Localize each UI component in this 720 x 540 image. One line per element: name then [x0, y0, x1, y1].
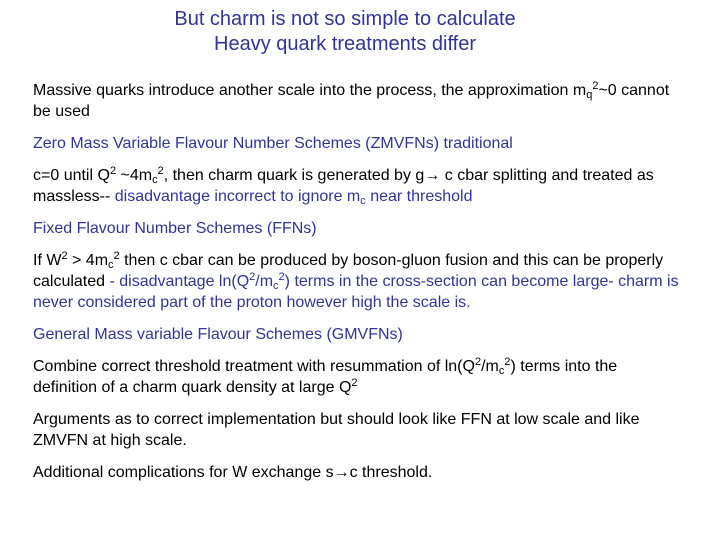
zmvfn-sup-1: 2: [109, 165, 117, 177]
ffn-sup-3: 2: [249, 271, 256, 283]
zmvfn-disadvantage-end: near threshold: [365, 188, 473, 205]
gmvfn-text-d: ) terms into the definition of a charm quark density at large Q: [33, 358, 618, 396]
zmvfn-sub-c2: c: [360, 195, 366, 207]
gmvfn-text-a: Combine correct threshold treatment with resummation of ln(Q: [33, 358, 475, 375]
intro-paragraph: [33, 80, 683, 122]
title-line-1: But charm is not so simple to calculate: [174, 8, 516, 30]
gmvfn-sub-c: c: [498, 365, 505, 377]
ffn-sup-1: 2: [61, 250, 68, 262]
complications-paragraph: Additional complications for W exchange s→c threshold.: [33, 464, 433, 481]
zmvfn-disadvantage: disadvantage incorrect to ignore m: [114, 188, 361, 205]
ffn-sub-c2: c: [273, 280, 279, 292]
arguments-paragraph: Arguments as to correct implementation but should look like FFN at low scale and like ZMVFN at high scale.: [33, 411, 640, 449]
zmvfn-text-a: c=0 until Q: [33, 167, 110, 184]
zmvfn-text-b: ~4m: [116, 167, 153, 184]
title-line-2: Heavy quark treatments differ: [214, 33, 476, 55]
gmvfn-paragraph: [33, 356, 683, 398]
intro-sub-q: q: [586, 89, 593, 101]
gmvfn-sup-3: 2: [351, 377, 358, 389]
intro-m: m: [572, 82, 587, 99]
gmvfn-heading: General Mass variable Flavour Schemes (GMVFNs): [33, 326, 403, 343]
ffn-text-b: > 4m: [67, 252, 109, 269]
ffn-text-d: then c cbar can be produced by boson-gluon fusion and this can be properly calculated: [33, 252, 664, 290]
intro-rest: ~0 cannot be used: [33, 82, 670, 120]
ffn-text-a: If W: [33, 252, 62, 269]
slide-body: [33, 80, 683, 494]
zmvfn-sup-2: 2: [157, 165, 164, 177]
zmvfn-paragraph: [33, 165, 683, 207]
ffn-heading: Fixed Flavour Number Schemes (FFNs): [33, 220, 317, 237]
intro-text: Massive quarks introduce another scale into the process, the approximation: [33, 82, 569, 99]
ffn-sub-c: c: [108, 259, 114, 271]
gmvfn-sup-2: 2: [504, 356, 511, 368]
ffn-sup-4: 2: [278, 271, 285, 283]
gmvfn-sup-1: 2: [474, 356, 482, 368]
zmvfn-text-d: , then charm quark is generated by g→ c cbar splitting and treated as massless--: [33, 167, 654, 205]
ffn-sup-2: 2: [113, 250, 120, 262]
ffn-disadvantage-2: /m: [255, 273, 274, 290]
gmvfn-text-b: /m: [481, 358, 499, 375]
zmvfn-heading: Zero Mass Variable Flavour Number Schemes (ZMVFNs) traditional: [33, 135, 513, 152]
zmvfn-sub-c: c: [152, 174, 158, 186]
slide-title: [0, 7, 690, 57]
ffn-disadvantage: - disadvantage ln(Q: [109, 273, 250, 290]
intro-sup-2: 2: [592, 80, 599, 92]
ffn-disadvantage-3: ) terms in the cross-section can become large- charm is never considered part of the proton however high the scale is.: [33, 273, 679, 311]
ffn-paragraph: [33, 250, 683, 313]
